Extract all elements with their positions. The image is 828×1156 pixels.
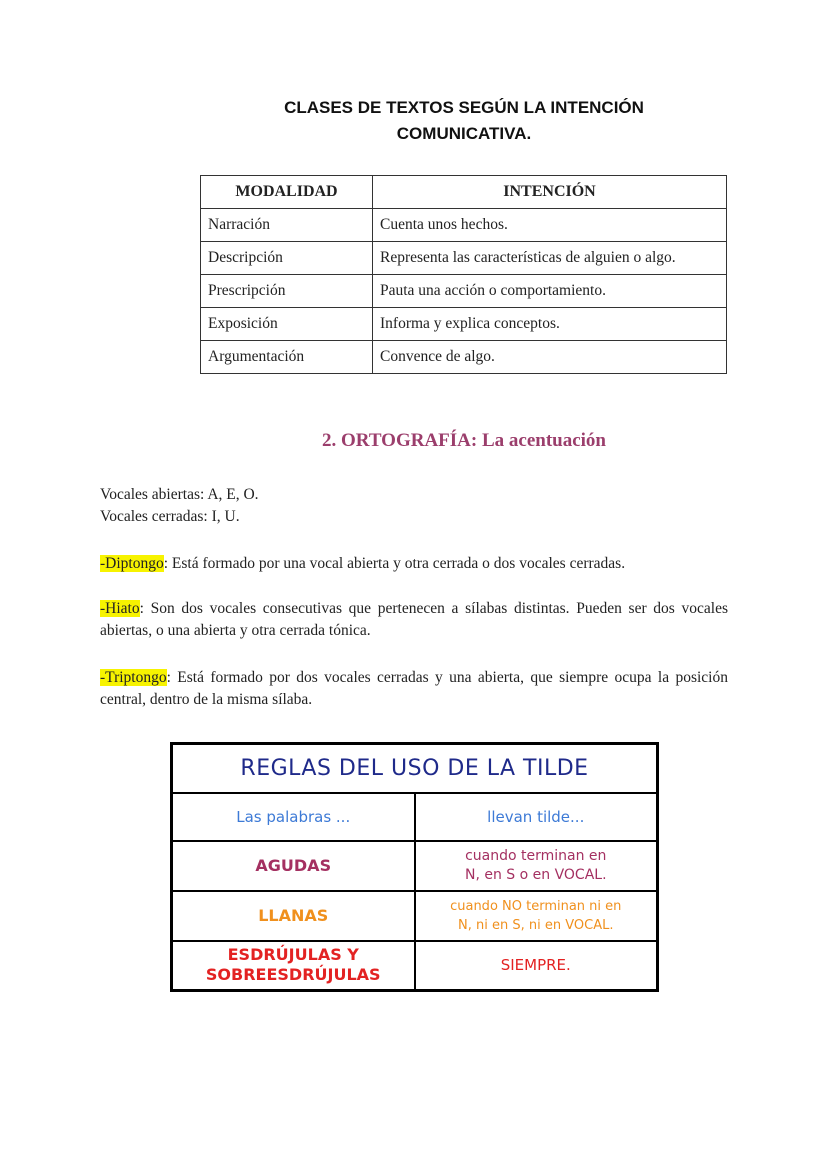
- header-modalidad: MODALIDAD: [201, 176, 373, 209]
- closed-vowels: Vocales cerradas: I, U.: [100, 508, 240, 525]
- definition-text: : Está formado por dos vocales cerradas y una abierta, que siempre ocupa la posición central, dentro de la misma sílaba.: [100, 669, 728, 708]
- table-row: [201, 275, 727, 308]
- table-row: [201, 242, 727, 275]
- definition-diptongo: [100, 553, 728, 575]
- cell-modalidad: Argumentación: [201, 341, 373, 374]
- table-row: [201, 308, 727, 341]
- table-row: [201, 209, 727, 242]
- cell-intencion: Informa y explica conceptos.: [373, 308, 727, 341]
- rule-llanas: [415, 891, 658, 941]
- cell-modalidad: Exposición: [201, 308, 373, 341]
- title-line-1: CLASES DE TEXTOS SEGÚN LA INTENCIÓN: [284, 98, 644, 117]
- cell-intencion: Pauta una acción o comportamiento.: [373, 275, 727, 308]
- modalities-table: [200, 175, 727, 374]
- term-diptongo: -Diptongo: [100, 555, 164, 572]
- cell-intencion: Cuenta unos hechos.: [373, 209, 727, 242]
- table-row: [172, 941, 658, 991]
- definition-hiato: [100, 598, 728, 642]
- cell-modalidad: Prescripción: [201, 275, 373, 308]
- tilde-header-llevan: llevan tilde...: [415, 793, 658, 841]
- rule-line: cuando NO terminan ni en: [450, 898, 622, 914]
- rule-agudas: [415, 841, 658, 891]
- word-type-line: SOBREESDRÚJULAS: [205, 965, 381, 985]
- rule-esdrujulas: SIEMPRE.: [415, 941, 658, 991]
- term-hiato: -Hiato: [100, 600, 140, 617]
- definition-text: : Está formado por una vocal abierta y otra cerrada o dos vocales cerradas.: [163, 555, 626, 572]
- definition-text: : Son dos vocales consecutivas que pertenecen a sílabas distintas. Pueden ser dos vocales abiertas, o una abierta y otra cerrada tónica.: [100, 600, 728, 639]
- open-vowels: Vocales abiertas: A, E, O.: [100, 486, 259, 503]
- cell-modalidad: Narración: [201, 209, 373, 242]
- word-type-esdrujulas: [172, 941, 415, 991]
- header-intencion: INTENCIÓN: [373, 176, 727, 209]
- table-row: [172, 891, 658, 941]
- title-line-2: COMUNICATIVA.: [396, 124, 532, 143]
- rule-line: N, en S o en VOCAL.: [464, 866, 607, 883]
- cell-modalidad: Descripción: [201, 242, 373, 275]
- word-type-llanas: LLANAS: [172, 891, 415, 941]
- word-type-line: ESDRÚJULAS Y: [227, 945, 359, 965]
- word-type-agudas: AGUDAS: [172, 841, 415, 891]
- rule-line: cuando terminan en: [465, 847, 607, 864]
- term-triptongo: -Triptongo: [100, 669, 167, 686]
- tilde-table-title: REGLAS DEL USO DE LA TILDE: [172, 744, 658, 793]
- cell-intencion: Representa las características de alguien o algo.: [373, 242, 727, 275]
- table-row: [172, 841, 658, 891]
- cell-intencion: Convence de algo.: [373, 341, 727, 374]
- section-heading: 2. ORTOGRAFÍA: La acentuación: [322, 430, 606, 451]
- tilde-rules-table: [170, 742, 659, 992]
- table-row: [201, 341, 727, 374]
- document-title: [200, 95, 728, 147]
- definition-triptongo: [100, 667, 728, 711]
- tilde-header-palabras: Las palabras ...: [172, 793, 415, 841]
- table-header-row: [201, 176, 727, 209]
- rule-line: N, ni en S, ni en VOCAL.: [458, 917, 614, 933]
- vowels-block: [100, 484, 728, 528]
